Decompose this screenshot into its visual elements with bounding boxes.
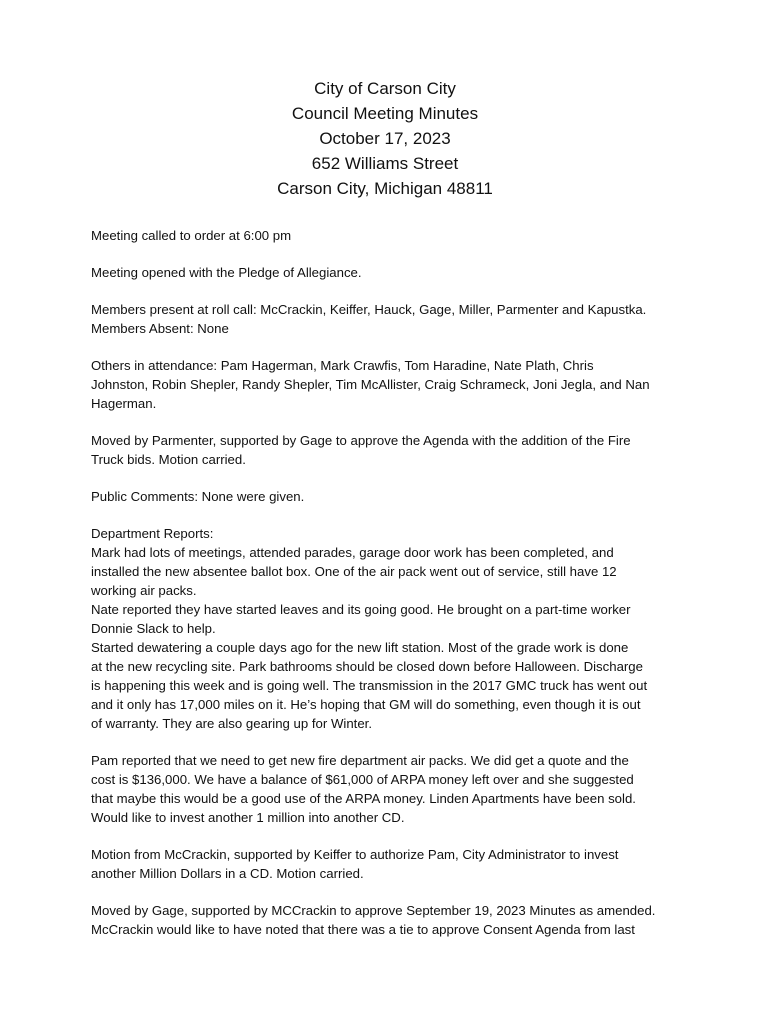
city-state-zip: Carson City, Michigan 48811	[277, 179, 493, 198]
text-line: Public Comments: None were given.	[91, 489, 305, 504]
call-to-order-paragraph	[91, 226, 691, 245]
document-header	[0, 76, 770, 201]
text-line: of warranty. They are also gearing up for Winter.	[91, 716, 372, 731]
public-comments-paragraph	[91, 487, 691, 506]
text-line: Motion from McCrackin, supported by Keiffer to authorize Pam, City Administrator to invest	[91, 847, 619, 862]
text-line: Started dewatering a couple days ago for the new lift station. Most of the grade work is done	[91, 640, 629, 655]
text-line: Nate reported they have started leaves and its going good. He brought on a part-time worker	[91, 602, 631, 617]
text-line: Others in attendance: Pam Hagerman, Mark Crawfis, Tom Haradine, Nate Plath, Chris	[91, 358, 594, 373]
document-body	[91, 226, 691, 939]
administrator-report-paragraph	[91, 751, 691, 827]
text-line: working air packs.	[91, 583, 197, 598]
attendance-paragraph	[91, 356, 691, 413]
department-reports-paragraph	[91, 524, 691, 733]
street-address: 652 Williams Street	[311, 154, 459, 173]
text-line: at the new recycling site. Park bathrooms should be closed down before Halloween. Discharge	[91, 659, 643, 674]
roll-call-paragraph	[91, 300, 691, 338]
text-line: Meeting called to order at 6:00 pm	[91, 228, 292, 243]
text-line: Would like to invest another 1 million into another CD.	[91, 810, 405, 825]
city-name: City of Carson City	[314, 79, 456, 98]
text-line: Donnie Slack to help.	[91, 621, 216, 636]
text-line: Meeting opened with the Pledge of Allegiance.	[91, 265, 362, 280]
text-line: Hagerman.	[91, 396, 157, 411]
text-line: another Million Dollars in a CD. Motion carried.	[91, 866, 364, 881]
pledge-paragraph	[91, 263, 691, 282]
text-line: Pam reported that we need to get new fire department air packs. We did get a quote and the	[91, 753, 629, 768]
text-line: installed the new absentee ballot box. One of the air pack went out of service, still have 12	[91, 564, 617, 579]
document-title: Council Meeting Minutes	[291, 104, 479, 123]
text-line: Mark had lots of meetings, attended parades, garage door work has been completed, and	[91, 545, 614, 560]
text-line: cost is $136,000. We have a balance of $61,000 of ARPA money left over and she suggested	[91, 772, 634, 787]
text-line: Moved by Gage, supported by MCCrackin to approve September 19, 2023 Minutes as amended.	[91, 903, 656, 918]
meeting-date: October 17, 2023	[319, 129, 451, 148]
text-line: McCrackin would like to have noted that there was a tie to approve Consent Agenda from last	[91, 922, 635, 937]
text-line: is happening this week and is going well. The transmission in the 2017 GMC truck has went out	[91, 678, 648, 693]
text-line: Department Reports:	[91, 526, 214, 541]
minutes-approval-paragraph	[91, 901, 691, 939]
text-line: Moved by Parmenter, supported by Gage to approve the Agenda with the addition of the Fire	[91, 433, 631, 448]
text-line: that maybe this would be a good use of the ARPA money. Linden Apartments have been sold.	[91, 791, 636, 806]
text-line: Johnston, Robin Shepler, Randy Shepler, Tim McAllister, Craig Schrameck, Joni Jegla, and Nan	[91, 377, 650, 392]
investment-motion-paragraph	[91, 845, 691, 883]
text-line: Truck bids. Motion carried.	[91, 452, 246, 467]
text-line: Members present at roll call: McCrackin, Keiffer, Hauck, Gage, Miller, Parmenter and Kapustka.	[91, 302, 647, 317]
agenda-motion-paragraph	[91, 431, 691, 469]
text-line: Members Absent: None	[91, 321, 229, 336]
text-line: and it only has 17,000 miles on it. He’s hoping that GM will do something, even though it is out	[91, 697, 641, 712]
